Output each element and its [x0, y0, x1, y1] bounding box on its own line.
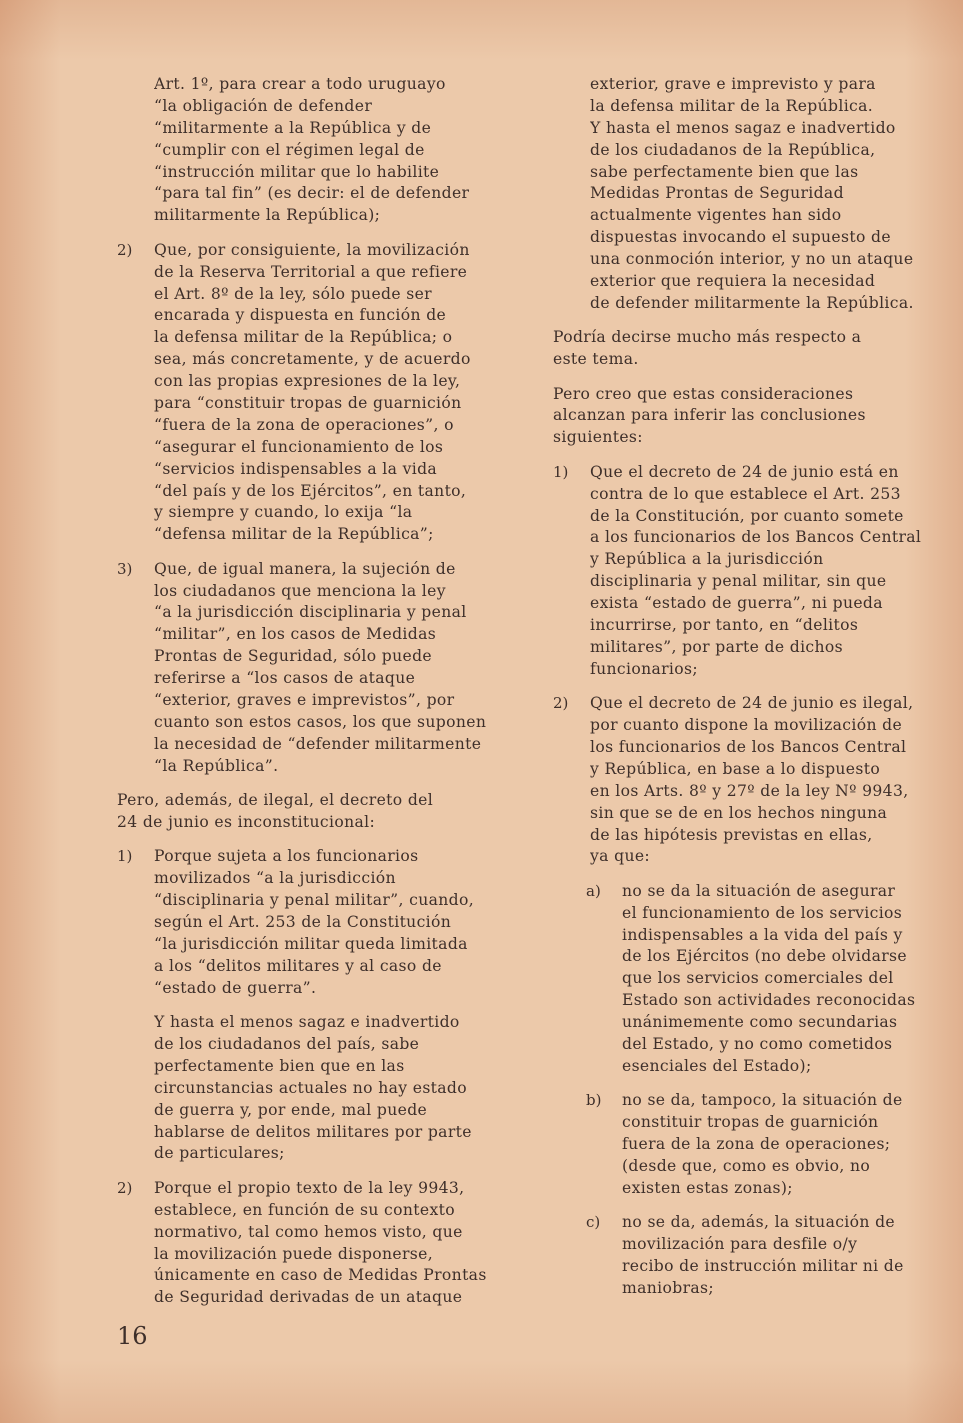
text-line: Y hasta el menos sagaz e inadvertido: [154, 1013, 460, 1032]
text-line: únicamente en caso de Medidas Prontas: [154, 1266, 487, 1285]
text-line: de Seguridad derivadas de un ataque: [154, 1288, 463, 1307]
text-line: de los Ejércitos (no debe olvidarse: [622, 947, 907, 966]
text-line: encarada y dispuesta en función de: [154, 306, 447, 325]
text-line: “fuera de la zona de operaciones”, o: [154, 415, 454, 434]
sub-item-c: [553, 1212, 945, 1300]
text-line: y República a la jurisdicción: [590, 550, 824, 569]
text-line: dispuestas invocando el supuesto de: [590, 228, 891, 247]
text-line: recibo de instrucción militar ni de: [622, 1257, 904, 1276]
intro-paragraph: [117, 74, 509, 227]
sub-item-b: [553, 1090, 945, 1199]
text-line: referirse a “los casos de ataque: [154, 669, 416, 688]
paragraph-inconstitucional: [117, 790, 509, 834]
item-number: 2): [553, 694, 569, 713]
text-line: cuanto son estos casos, los que suponen: [154, 712, 487, 731]
list-item-2b: [117, 1178, 509, 1309]
text-line: Porque el propio texto de la ley 9943,: [154, 1178, 465, 1197]
text-line: no se da la situación de asegurar: [622, 881, 896, 900]
text-line: existen estas zonas);: [622, 1178, 793, 1197]
text-line: “defensa militar de la República”;: [154, 525, 434, 544]
text-line: no se da, tampoco, la situación de: [622, 1091, 903, 1110]
left-column: [117, 74, 509, 1309]
text-line: los funcionarios de los Bancos Central: [590, 737, 907, 756]
text-line: a los “delitos militares y al caso de: [154, 956, 442, 975]
text-line: “estado de guerra”.: [154, 978, 317, 997]
text-line: de la Reserva Territorial a que refiere: [154, 262, 468, 281]
text-line: según el Art. 253 de la Constitución: [154, 913, 452, 932]
text-line: Pero, además, de ilegal, el decreto del: [117, 791, 434, 810]
text-line: de particulares;: [154, 1144, 285, 1163]
text-line: “la República”.: [154, 756, 279, 775]
text-line: “disciplinaria y penal militar”, cuando,: [154, 891, 475, 910]
text-line: “militarmente a la República y de: [154, 118, 432, 137]
text-line: normativo, tal como hemos visto, que: [154, 1222, 463, 1241]
text-line: de la Constitución, por cuanto somete: [590, 506, 904, 525]
text-line: ya que:: [590, 847, 651, 866]
list-item-1b: [117, 846, 509, 1165]
text-line: sin que se de en los hechos ninguna: [590, 803, 888, 822]
text-line: fuera de la zona de operaciones;: [622, 1135, 891, 1154]
text-line: “cumplir con el régimen legal de: [154, 140, 425, 159]
text-line: sea, más concretamente, y de acuerdo: [154, 350, 471, 369]
item-number: 2): [117, 240, 133, 259]
text-line: del Estado, y no como cometidos: [622, 1035, 893, 1054]
text-line: sabe perfectamente bien que las: [590, 162, 859, 181]
text-line: perfectamente bien que en las: [154, 1056, 405, 1075]
text-line: y siempre y cuando, lo exija “la: [154, 503, 413, 522]
text-line: “exterior, graves e imprevistos”, por: [154, 691, 455, 710]
text-line: de defender militarmente la República.: [590, 293, 914, 312]
paragraph-conclusiones: [553, 384, 945, 450]
text-line: actualmente vigentes han sido: [590, 206, 842, 225]
text-line: exterior que requiera la necesidad: [590, 272, 876, 291]
text-line: la defensa militar de la República; o: [154, 328, 453, 347]
text-line: Que, por consiguiente, la movilización: [154, 240, 470, 259]
text-line: por cuanto dispone la movilización de: [590, 716, 903, 735]
text-line: contra de lo que establece el Art. 253: [590, 484, 901, 503]
text-line: movilización para desfile o/y: [622, 1235, 858, 1254]
text-line: (desde que, como es obvio, no: [622, 1156, 871, 1175]
text-line: “la jurisdicción militar queda limitada: [154, 934, 468, 953]
text-line: la movilización puede disponerse,: [154, 1244, 434, 1263]
text-line: “servicios indispensables a la vida: [154, 459, 438, 478]
list-item-3: [117, 559, 509, 778]
item-number: 1): [553, 462, 569, 481]
continuation-paragraph: [590, 74, 945, 315]
text-line: “asegurar el funcionamiento de los: [154, 437, 444, 456]
item-letter: c): [586, 1213, 601, 1232]
text-line: movilizados “a la jurisdicción: [154, 869, 396, 888]
text-line: y República, en base a lo dispuesto: [590, 759, 881, 778]
text-line: en los Arts. 8º y 27º de la ley Nº 9943,: [590, 781, 909, 800]
text-line: exterior, grave e imprevisto y para: [590, 75, 876, 93]
text-line: Medidas Prontas de Seguridad: [590, 184, 844, 203]
text-line: Y hasta el menos sagaz e inadvertido: [590, 118, 896, 137]
text-line: una conmoción interior, y no un ataque: [590, 250, 914, 269]
text-line: siguientes:: [553, 428, 643, 447]
text-line: militares”, por parte de dichos: [590, 637, 844, 656]
text-line: “militar”, en los casos de Medidas: [154, 625, 437, 644]
text-line: Que el decreto de 24 de junio es ilegal,: [590, 694, 914, 713]
text-line: de las hipótesis previstas en ellas,: [590, 825, 873, 844]
text-line: que los servicios comerciales del: [622, 969, 894, 988]
text-line: Estado son actividades reconocidas: [622, 991, 916, 1010]
item-letter: b): [586, 1091, 602, 1110]
text-line: Que, de igual manera, la sujeción de: [154, 559, 456, 578]
text-line: “para tal fin” (es decir: el de defender: [154, 184, 470, 203]
text-line: esenciales del Estado);: [622, 1056, 812, 1075]
text-line: de los ciudadanos de la República,: [590, 140, 876, 159]
sub-item-a: [553, 881, 945, 1078]
text-line: Porque sujeta a los funcionarios: [154, 847, 419, 866]
text-line: Prontas de Seguridad, sólo puede: [154, 647, 433, 666]
text-line: exista “estado de guerra”, ni pueda: [590, 594, 883, 613]
text-line: el funcionamiento de los servicios: [622, 903, 903, 922]
text-line: “a la jurisdicción disciplinaria y penal: [154, 603, 467, 622]
text-line: disciplinaria y penal militar, sin que: [590, 572, 887, 591]
text-line: la defensa militar de la República.: [590, 96, 874, 115]
text-line: constituir tropas de guarnición: [622, 1113, 879, 1132]
text-line: establece, en función de su contexto: [154, 1200, 455, 1219]
text-line: a los funcionarios de los Bancos Central: [590, 528, 922, 547]
text-line: Art. 1º, para crear a todo uruguayo: [154, 75, 446, 93]
item-number: 3): [117, 559, 133, 578]
text-line: no se da, además, la situación de: [622, 1213, 895, 1232]
text-line: los ciudadanos que menciona la ley: [154, 581, 446, 600]
list-item-2: [117, 240, 509, 546]
text-line: para “constituir tropas de guarnición: [154, 393, 462, 412]
text-line: “instrucción militar que lo habilite: [154, 162, 440, 181]
page-number: 16: [117, 1322, 148, 1350]
text-line: funcionarios;: [590, 659, 698, 678]
text-line: la necesidad de “defender militarmente: [154, 734, 482, 753]
right-column: [553, 74, 945, 1300]
text-line: hablarse de delitos militares por parte: [154, 1122, 472, 1141]
text-line: de los ciudadanos del país, sabe: [154, 1035, 420, 1054]
item-letter: a): [586, 881, 601, 900]
text-line: circunstancias actuales no hay estado: [154, 1078, 467, 1097]
conclusion-item-2: [553, 693, 945, 868]
text-line: unánimemente como secundarias: [622, 1013, 898, 1032]
text-line: “del país y de los Ejércitos”, en tanto,: [154, 481, 467, 500]
text-line: con las propias expresiones de la ley,: [154, 372, 461, 391]
text-line: alcanzan para inferir las conclusiones: [553, 406, 866, 425]
text-line: 24 de junio es inconstitucional:: [117, 813, 376, 831]
conclusion-item-1: [553, 462, 945, 681]
text-line: maniobras;: [622, 1278, 714, 1297]
paragraph-podria: [553, 327, 945, 371]
text-line: incurrirse, por tanto, en “delitos: [590, 615, 859, 634]
item-number: 2): [117, 1178, 133, 1197]
text-line: militarmente la República);: [154, 206, 381, 225]
text-line: “la obligación de defender: [154, 96, 373, 115]
text-line: Podría decirse mucho más respecto a: [553, 328, 862, 347]
item-number: 1): [117, 847, 133, 866]
text-line: Pero creo que estas consideraciones: [553, 384, 854, 403]
text-line: el Art. 8º de la ley, sólo puede ser: [154, 284, 432, 303]
text-line: Que el decreto de 24 de junio está en: [590, 462, 899, 481]
text-line: indispensables a la vida del país y: [622, 925, 903, 944]
text-line: de guerra y, por ende, mal puede: [154, 1100, 428, 1119]
text-line: este tema.: [553, 350, 639, 369]
